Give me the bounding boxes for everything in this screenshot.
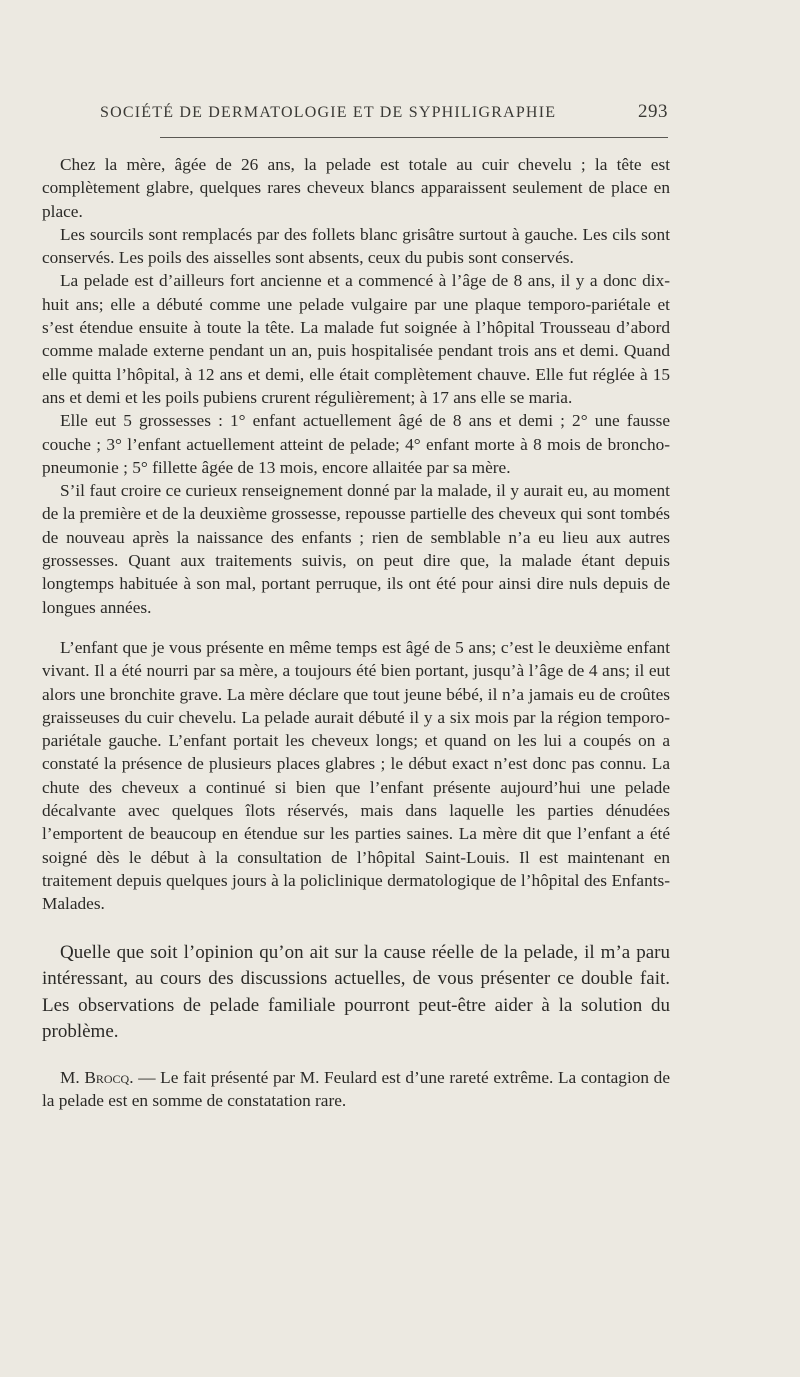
paragraph-child: L’enfant que je vous présente en même temps est âgé de 5 ans; c’est le deuxième enfant vivant. Il a été nourri par sa mère, a toujours été bien portant, jusqu’à l’âge de 4 ans; il eut alors une bronchite grave. La mère déclare que tout jeune bébé, il n’a jamais eu de croûtes graisseuses du cuir chevelu. La pelade aurait débuté il y a six mois par la région temporo-pariétale gauche. L’enfant portait les cheveux longs; et quand on les lui a coupés on a constaté la présence de plusieurs places glabres ; le début exact n’est donc pas connu. La chute des cheveux a continué si bien que l’enfant présente aujourd’hui une pelade décalvante avec quelques îlots réservés, mais dans laquelle les parties dénudées l’emportent de beaucoup en étendue sur les parties saines. La mère dit que l’enfant a été soigné dès le début à la consultation de l’hôpital Saint-Louis. Il est maintenant en traitement depuis quelques jours à la policlinique dermatologique de l’hôpital des Enfants-Malades.	[42, 637, 670, 914]
header-rule	[160, 137, 668, 138]
discussion-text: — Le fait présenté par M. Feulard est d’une rareté extrême. La contagion de la pelade est en somme de constatation rare.	[42, 1067, 670, 1110]
paragraph-mother-pelade: Chez la mère, âgée de 26 ans, la pelade est totale au cuir chevelu ; la tête est complètement glabre, quelques rares cheveux blancs apparaissent seulement de place en place.	[42, 155, 670, 221]
speaker-name: M. Brocq.	[60, 1067, 134, 1087]
paragraph-pregnancies: Elle eut 5 grossesses : 1° enfant actuellement âgé de 8 ans et demi ; 2° une fausse couche ; 3° l’enfant actuellement atteint de pelade; 4° enfant morte à 8 mois de broncho-pneumonie ; 5° fillette âgée de 13 mois, encore allaitée par sa mère.	[42, 411, 670, 477]
paragraph-eyebrows: Les sourcils sont remplacés par des follets blanc grisâtre surtout à gauche. Les cils sont conservés. Les poils des aisselles sont absents, ceux du pubis sont conservés.	[42, 224, 670, 268]
paragraph-history: La pelade est d’ailleurs fort ancienne et a commencé à l’âge de 8 ans, il y a donc dix-huit ans; elle a débuté comme une pelade vulgaire par une plaque temporo-pariétale et s’est étendue ensuite à toute la tête. La malade fut soignée à l’hôpital Trousseau d’abord comme malade externe pendant un an, puis hospitalisée pendant trois ans et demi. Quand elle quitta l’hôpital, à 12 ans et demi, elle était complètement chauve. Elle fut réglée à 15 ans et demi et les poils pubiens crurent régulièrement; à 17 ans elle se maria.	[42, 271, 670, 407]
page-number: 293	[638, 101, 668, 122]
paragraph-conclusion: Quelle que soit l’opinion qu’on ait sur la cause réelle de la pelade, il m’a paru intéressant, au cours des discussions actuelles, de vous présenter ce double fait. Les observations de pelade familiale pourront peut-être aider à la solution du problème.	[42, 941, 670, 1042]
paragraph-discussion	[42, 1066, 670, 1113]
paragraph-regrowth: S’il faut croire ce curieux renseignement donné par la malade, il y aurait eu, au moment de la première et de la deuxième grossesse, repousse partielle des cheveux qui sont tombés de nouveau après la naissance des enfants ; rien de semblable n’a eu lieu aux autres grossesses. Quant aux traitements suivis, on peut dire que, la malade étant depuis longtemps habituée à son mal, portant perruque, ils ont été pour ainsi dire nuls depuis de longues années.	[42, 481, 670, 617]
running-header	[100, 101, 668, 123]
body-text	[42, 153, 670, 1112]
running-title: SOCIÉTÉ DE DERMATOLOGIE ET DE SYPHILIGRAPHIE	[100, 104, 557, 121]
